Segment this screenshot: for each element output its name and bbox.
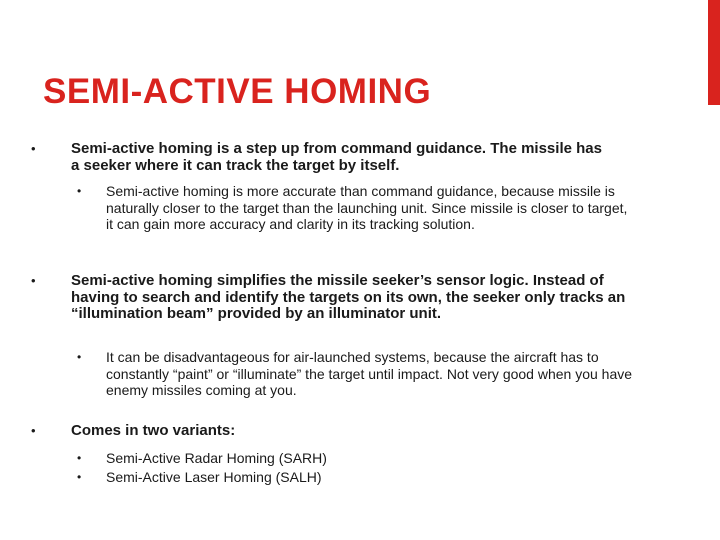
bullet-dot-icon: •: [31, 423, 36, 438]
sub-bullet-item: [77, 450, 637, 467]
bullet-item: [31, 423, 651, 440]
sub-bullet-text: Semi-active homing is more accurate than command guidance, because missile is naturally closer to the target than the launching unit. Since missile is closer to target, it can gain more accuracy and clarity in its tracking solution.: [106, 183, 628, 232]
bullet-dot-icon: •: [77, 451, 82, 465]
bullet-text: Comes in two variants:: [71, 422, 236, 439]
bullet-text: Semi-active homing is a step up from command guidance. The missile has a seeker where it can track the target by itself.: [71, 140, 602, 174]
sub-bullet-item: [77, 349, 637, 399]
bullet-item: [31, 141, 611, 174]
bullet-dot-icon: •: [31, 141, 36, 156]
bullet-dot-icon: •: [77, 350, 82, 364]
sub-bullet-text: It can be disadvantageous for air-launched systems, because the aircraft has to constantly “paint” or “illuminate” the target until impact. Not very good when you have enemy missiles coming at you.: [106, 349, 633, 398]
bullet-dot-icon: •: [31, 273, 36, 288]
bullet-item: [31, 273, 651, 323]
bullet-dot-icon: •: [77, 184, 82, 198]
slide-title: SEMI-ACTIVE HOMING: [43, 72, 432, 111]
bullet-text: Semi-active homing simplifies the missile seeker’s sensor logic. Instead of having to search and identify the targets on its own, the seeker only tracks an “illumination beam” provided by an illuminator unit.: [71, 272, 626, 322]
sub-bullet-text: Semi-Active Radar Homing (SARH): [106, 450, 327, 466]
red-accent-bar: [708, 0, 720, 105]
sub-bullet-item: [77, 183, 637, 233]
bullet-dot-icon: •: [77, 470, 82, 484]
sub-bullet-item: [77, 469, 637, 486]
sub-bullet-text: Semi-Active Laser Homing (SALH): [106, 469, 322, 485]
